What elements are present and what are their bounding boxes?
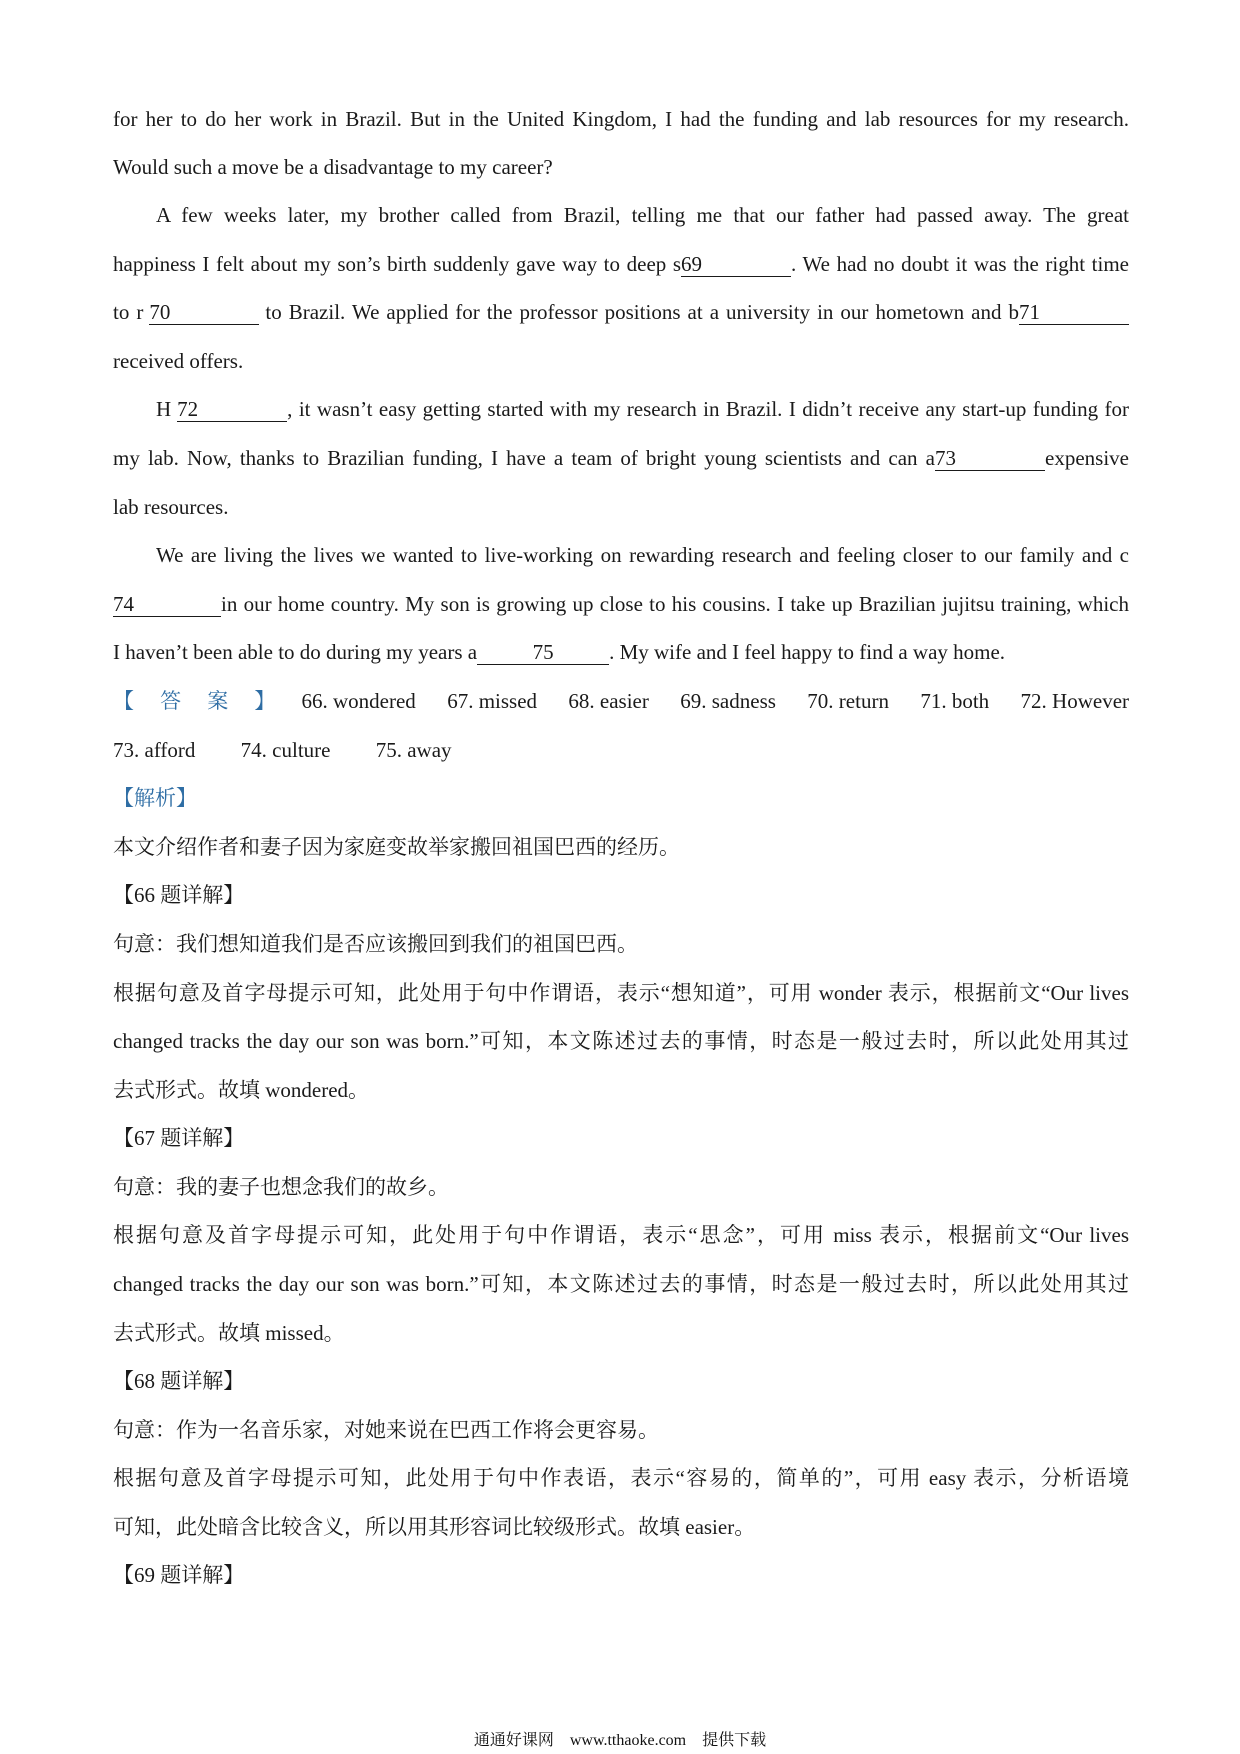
passage-line: lab resources. (113, 495, 229, 519)
passage-text: . My wife and I feel happy to find a way home. (609, 640, 1006, 664)
blank-75: 75 (477, 640, 609, 665)
answer-item: 68. easier (568, 689, 649, 713)
answer-label: 【答案】 (113, 689, 302, 713)
passage-text: in our home country. My son is growing up close to his cousins. I take up Brazilian jujitsu training, which (221, 592, 1129, 616)
q66-explanation: 根据句意及首字母提示可知，此处用于句中作谓语，表示“想知道”，可用 wonder 表示，根据前文“Our lives (113, 981, 1129, 1005)
passage-text: to Brazil. We applied for the professor positions at a university in our hometown and b (265, 300, 1019, 324)
passage-line (156, 394, 1129, 424)
passage-text: happiness I felt about my son’s birth suddenly gave way to deep s (113, 252, 682, 276)
answer-item: 75. away (375, 738, 452, 762)
q68-explanation: 根据句意及首字母提示可知，此处用于句中作表语，表示“容易的，简单的”，可用 easy 表示，分析语境 (113, 1466, 1129, 1490)
answer-item: 70. return (807, 689, 889, 713)
footer-url: www.tthaoke.com (569, 1732, 687, 1749)
passage-line (113, 297, 1129, 327)
answer-line (113, 735, 1129, 765)
passage-text: , it wasn’t easy getting started with my research in Brazil. I didn’t receive any start-up funding for (287, 397, 1129, 421)
passage-text: expensive (1045, 446, 1129, 470)
q67-explanation: 根据句意及首字母提示可知，此处用于句中作谓语，表示“思念”，可用 miss 表示，根据前文“Our lives (113, 1223, 1129, 1247)
q69-title: 【69 题详解】 (113, 1563, 245, 1587)
passage-line: received offers. (113, 349, 244, 373)
passage-line: A few weeks later, my brother called from Brazil, telling me that our father had passed away. The great (156, 203, 1129, 227)
q67-title: 【67 题详解】 (113, 1126, 245, 1150)
passage-line: for her to do her work in Brazil. But in the United Kingdom, I had the funding and lab resources for my research. (113, 107, 1129, 131)
q66-meaning: 句意：我们想知道我们是否应该搬回到我们的祖国巴西。 (113, 932, 638, 956)
passage-text: to r (113, 300, 144, 324)
answer-item: 66. wondered (301, 689, 416, 713)
q67-explanation: changed tracks the day our son was born.”可知，本文陈述过去的事情，时态是一般过去时，所以此处用其过 (113, 1272, 1129, 1296)
passage-line (113, 249, 1129, 279)
passage-text: my lab. Now, thanks to Brazilian funding, I have a team of bright young scientists and can a (113, 446, 936, 470)
q66-title: 【66 题详解】 (113, 883, 245, 907)
q68-meaning: 句意：作为一名音乐家，对她来说在巴西工作将会更容易。 (113, 1418, 659, 1442)
analysis-summary: 本文介绍作者和妻子因为家庭变故举家搬回祖国巴西的经历。 (113, 835, 680, 859)
passage-line: We are living the lives we wanted to live-working on rewarding research and feeling closer to our family and c (156, 543, 1129, 567)
blank-73: 73 (935, 446, 1045, 471)
answer-item: 72. However (1020, 689, 1130, 713)
answer-item: 69. sadness (680, 689, 776, 713)
blank-70: 70 (149, 300, 259, 325)
blank-71: 71 (1019, 300, 1129, 325)
passage-line: Would such a move be a disadvantage to my career? (113, 155, 553, 179)
footer-note: 提供下载 (702, 1732, 767, 1749)
answer-item: 71. both (920, 689, 990, 713)
q68-title: 【68 题详解】 (113, 1369, 245, 1393)
passage-text: I haven’t been able to do during my years a (113, 640, 478, 664)
passage-line (113, 637, 1129, 667)
passage-text: H (156, 397, 172, 421)
q67-meaning: 句意：我的妻子也想念我们的故乡。 (113, 1175, 449, 1199)
passage-line (113, 589, 1129, 619)
answer-item: 73. afford (113, 738, 196, 762)
q68-explanation: 可知，此处暗含比较含义，所以用其形容词比较级形式。故填 easier。 (113, 1515, 756, 1539)
passage-line (113, 443, 1129, 473)
q67-explanation: 去式形式。故填 missed。 (113, 1321, 345, 1345)
analysis-label: 【解析】 (113, 786, 197, 810)
footer-site: 通通好课网 (473, 1732, 554, 1749)
page-footer (0, 1731, 1240, 1751)
blank-69: 69 (681, 252, 791, 277)
answer-item: 67. missed (447, 689, 538, 713)
passage-text: . We had no doubt it was the right time (791, 252, 1129, 276)
blank-74: 74 (113, 592, 221, 617)
answer-line (113, 686, 1129, 716)
q66-explanation: changed tracks the day our son was born.”可知，本文陈述过去的事情，时态是一般过去时，所以此处用其过 (113, 1029, 1129, 1053)
answer-item: 74. culture (240, 738, 331, 762)
q66-explanation: 去式形式。故填 wondered。 (113, 1078, 370, 1102)
blank-72: 72 (177, 397, 287, 422)
